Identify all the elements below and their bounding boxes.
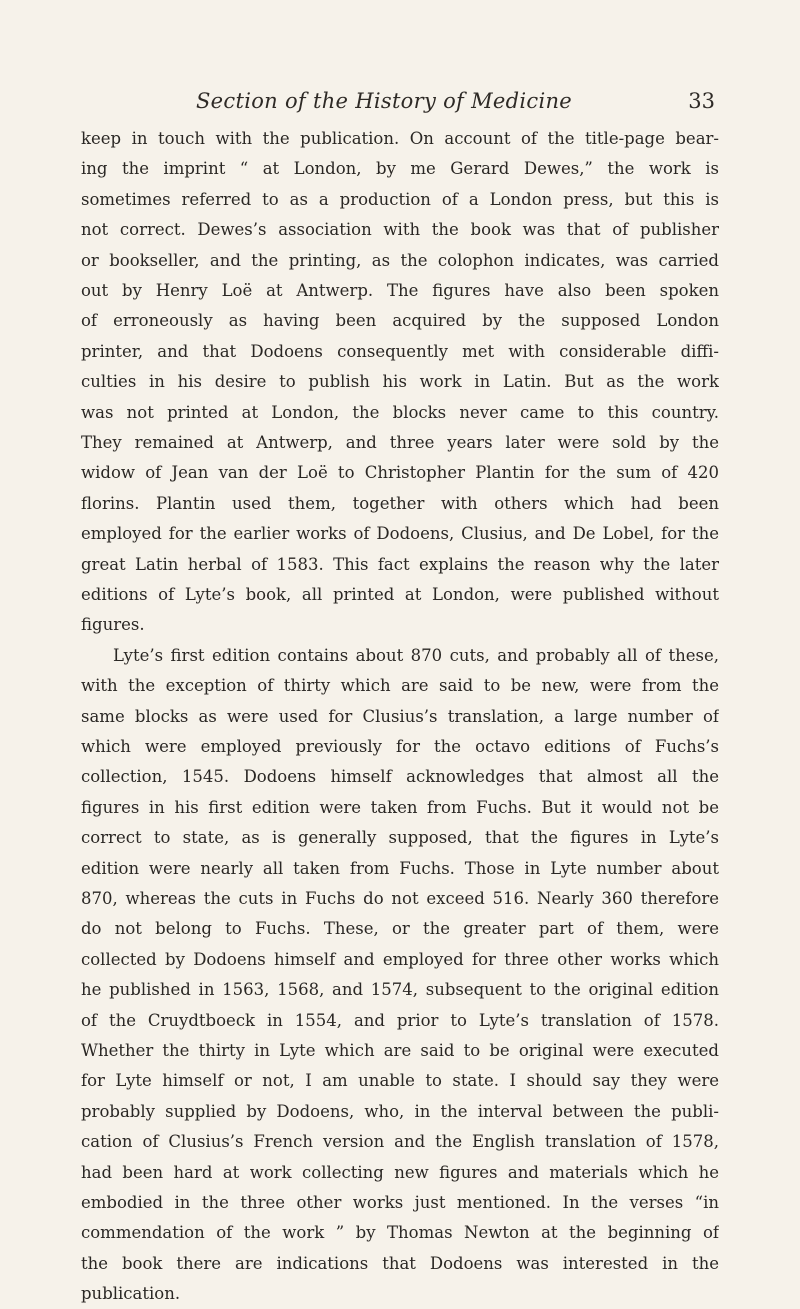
page-number: 33: [688, 89, 715, 113]
text-line: the book there are indications that Dodoens was interested in the: [81, 1253, 719, 1273]
text-line: collection, 1545. Dodoens himself acknowledges that almost all the: [81, 767, 719, 787]
text-line: sometimes referred to as a production of a London press, but this is: [81, 189, 719, 209]
text-line: was not printed at London, the blocks never came to this country.: [81, 402, 719, 422]
text-line: had been hard at work collecting new figures and materials which he: [81, 1162, 719, 1182]
text-line: with the exception of thirty which are said to be new, were from the: [81, 676, 719, 696]
text-line: edition were nearly all taken from Fuchs. Those in Lyte number about: [81, 858, 719, 878]
running-title: Section of the History of Medicine: [196, 89, 573, 113]
text-line: which were employed previously for the octavo editions of Fuchs’s: [81, 737, 719, 756]
text-line: keep in touch with the publication. On account of the title-page bear-: [81, 129, 719, 148]
text-line: great Latin herbal of 1583. This fact explains the reason why the later: [81, 554, 719, 574]
text-line: Lyte’s first edition contains about 870 cuts, and probably all of these,: [113, 645, 719, 665]
text-line: culties in his desire to publish his work in Latin. But as the work: [81, 372, 719, 392]
text-line: embodied in the three other works just mentioned. In the verses “in: [81, 1193, 719, 1212]
text-line: same blocks as were used for Clusius’s translation, a large number of: [81, 706, 719, 726]
text-line: or bookseller, and the printing, as the colophon indicates, was carried: [81, 250, 719, 270]
text-line: publication.: [81, 1284, 181, 1304]
text-line: They remained at Antwerp, and three years later were sold by the: [81, 433, 719, 452]
text-line: out by Henry Loë at Antwerp. The figures have also been spoken: [81, 281, 719, 300]
text-line: for Lyte himself or not, I am unable to state. I should say they were: [81, 1071, 719, 1091]
text-line: probably supplied by Dodoens, who, in the interval between the publi-: [81, 1101, 719, 1121]
text-line: employed for the earlier works of Dodoens, Clusius, and De Lobel, for the: [81, 524, 719, 544]
text-line: of erroneously as having been acquired by the supposed London: [81, 311, 719, 331]
text-line: not correct. Dewes’s association with the book was that of publisher: [81, 220, 719, 240]
text-line: of the Cruydtboeck in 1554, and prior to Lyte’s translation of 1578.: [81, 1010, 719, 1030]
text-line: do not belong to Fuchs. These, or the greater part of them, were: [81, 919, 719, 939]
text-line: widow of Jean van der Loë to Christopher Plantin for the sum of 420: [81, 463, 719, 483]
text-line: commendation of the work ” by Thomas Newton at the beginning of: [81, 1223, 719, 1243]
text-line: he published in 1563, 1568, and 1574, subsequent to the original edition: [81, 980, 719, 1000]
text-line: 870, whereas the cuts in Fuchs do not exceed 516. Nearly 360 therefore: [81, 889, 719, 908]
text-line: cation of Clusius’s French version and the English translation of 1578,: [81, 1132, 719, 1152]
text-line: printer, and that Dodoens consequently met with considerable diffi-: [81, 341, 719, 361]
text-line: Whether the thirty in Lyte which are said to be original were executed: [81, 1041, 719, 1060]
text-line: editions of Lyte’s book, all printed at London, were published without: [81, 585, 719, 604]
text-line: correct to state, as is generally supposed, that the figures in Lyte’s: [81, 828, 719, 848]
text-line: ing the imprint “ at London, by me Gerard Dewes,” the work is: [81, 159, 719, 179]
text-line: figures in his first edition were taken from Fuchs. But it would not be: [81, 797, 719, 817]
text-line: figures.: [81, 615, 145, 635]
text-line: collected by Dodoens himself and employed for three other works which: [81, 949, 719, 969]
text-line: florins. Plantin used them, together with others which had been: [81, 493, 719, 513]
running-head: [0, 89, 800, 119]
